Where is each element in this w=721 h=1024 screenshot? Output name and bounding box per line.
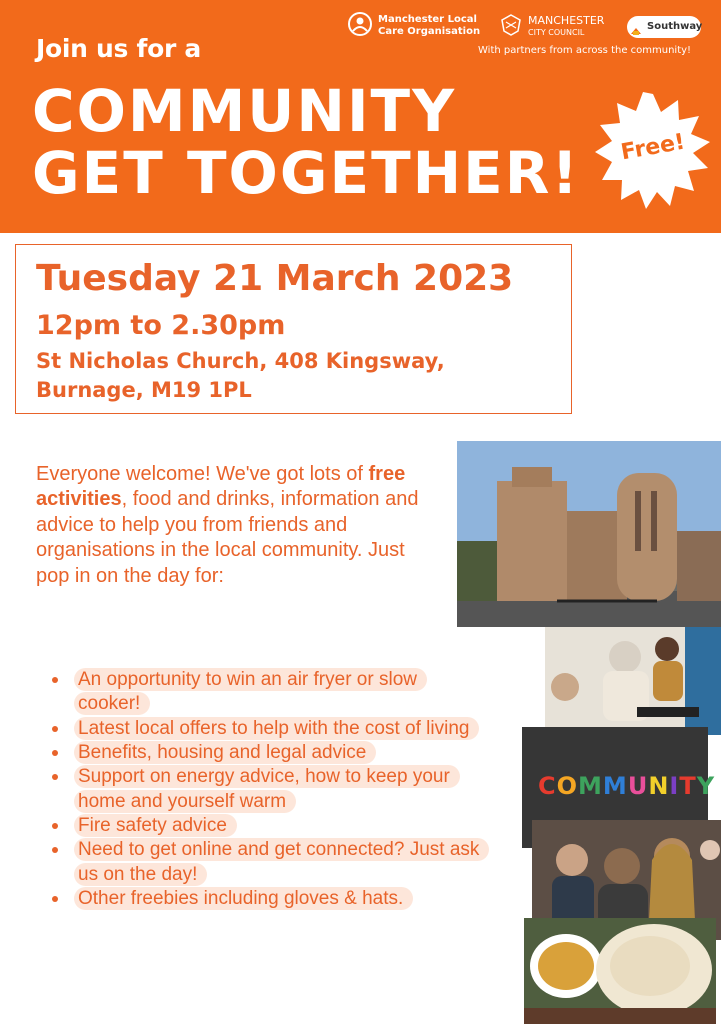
list-item [46, 887, 486, 911]
church-photo [457, 441, 721, 627]
list-item [46, 668, 486, 717]
intro-paragraph [36, 462, 436, 589]
list-item-text: Need to get online and get connected? Just ask us on the day! [74, 838, 489, 885]
food-photo [524, 918, 716, 1024]
list-item [46, 838, 486, 887]
list-item [46, 814, 486, 838]
community-sign-letter: Y [696, 772, 716, 800]
event-date: Tuesday 21 March 2023 [36, 258, 514, 299]
headline-community: COMMUNITY [32, 77, 457, 145]
intro-text-end: , food and drinks, information and advice to help you from friends and organisations in the local community. Just pop in on the day for: [36, 488, 419, 587]
bullet-dot-icon [52, 677, 58, 683]
bullet-dot-icon [52, 847, 58, 853]
community-sign-letter: N [648, 772, 670, 800]
intro-text-start: Everyone welcome! We've got lots of [36, 463, 369, 485]
church-illustration [457, 441, 721, 627]
intro-heading: Join us for a [36, 34, 201, 63]
computer-help-photo [545, 627, 721, 735]
bullet-dot-icon [52, 774, 58, 780]
southway-logo-text: Southway [647, 21, 703, 32]
venue-line2: Burnage, M19 1PL [36, 377, 252, 402]
community-sign-letter: M [602, 772, 628, 800]
venue-line1: St Nicholas Church, 408 Kingsway, [36, 349, 445, 373]
list-item [46, 717, 486, 741]
food-illustration [524, 918, 716, 1024]
community-sign-letter: C [538, 772, 557, 800]
free-badge: Free! [619, 129, 687, 166]
bullet-dot-icon [52, 823, 58, 829]
list-item-text: Latest local offers to help with the cost of living [74, 717, 479, 740]
activity-list [46, 668, 486, 911]
mcc-logo-line1: MANCHESTER [528, 14, 605, 27]
community-sign-letter: M [578, 772, 603, 800]
community-sign-letter: U [627, 772, 649, 800]
list-item [46, 741, 486, 765]
mlco-logo-icon [348, 12, 372, 36]
computer-help-illustration [545, 627, 721, 735]
community-sign-letter: T [679, 772, 697, 800]
mcc-logo-line2: CITY COUNCIL [528, 28, 585, 37]
list-item [46, 765, 486, 814]
mlco-logo-line1: Manchester Local [378, 14, 477, 25]
list-item-text: Support on energy advice, how to keep your home and yourself warm [74, 765, 460, 812]
community-sign-letter: O [556, 772, 579, 800]
bullet-dot-icon [52, 896, 58, 902]
bullet-dot-icon [52, 726, 58, 732]
intro-text-bold: free activities [36, 463, 406, 511]
mlco-logo-line2: Care Organisation [378, 26, 481, 37]
headline-get-together: GET TOGETHER! [32, 139, 580, 207]
list-item-text: Fire safety advice [74, 814, 237, 837]
event-time: 12pm to 2.30pm [36, 310, 286, 341]
bullet-dot-icon [52, 750, 58, 756]
community-sign-letter: I [669, 772, 680, 800]
event-venue [36, 347, 556, 405]
partners-note: With partners from across the community! [478, 45, 692, 56]
list-item-text: Other freebies including gloves & hats. [74, 887, 413, 910]
community-sign [538, 772, 715, 800]
list-item-text: Benefits, housing and legal advice [74, 741, 376, 764]
mcc-crest-icon [500, 14, 522, 36]
list-item-text: An opportunity to win an air fryer or slow cooker! [74, 668, 427, 715]
